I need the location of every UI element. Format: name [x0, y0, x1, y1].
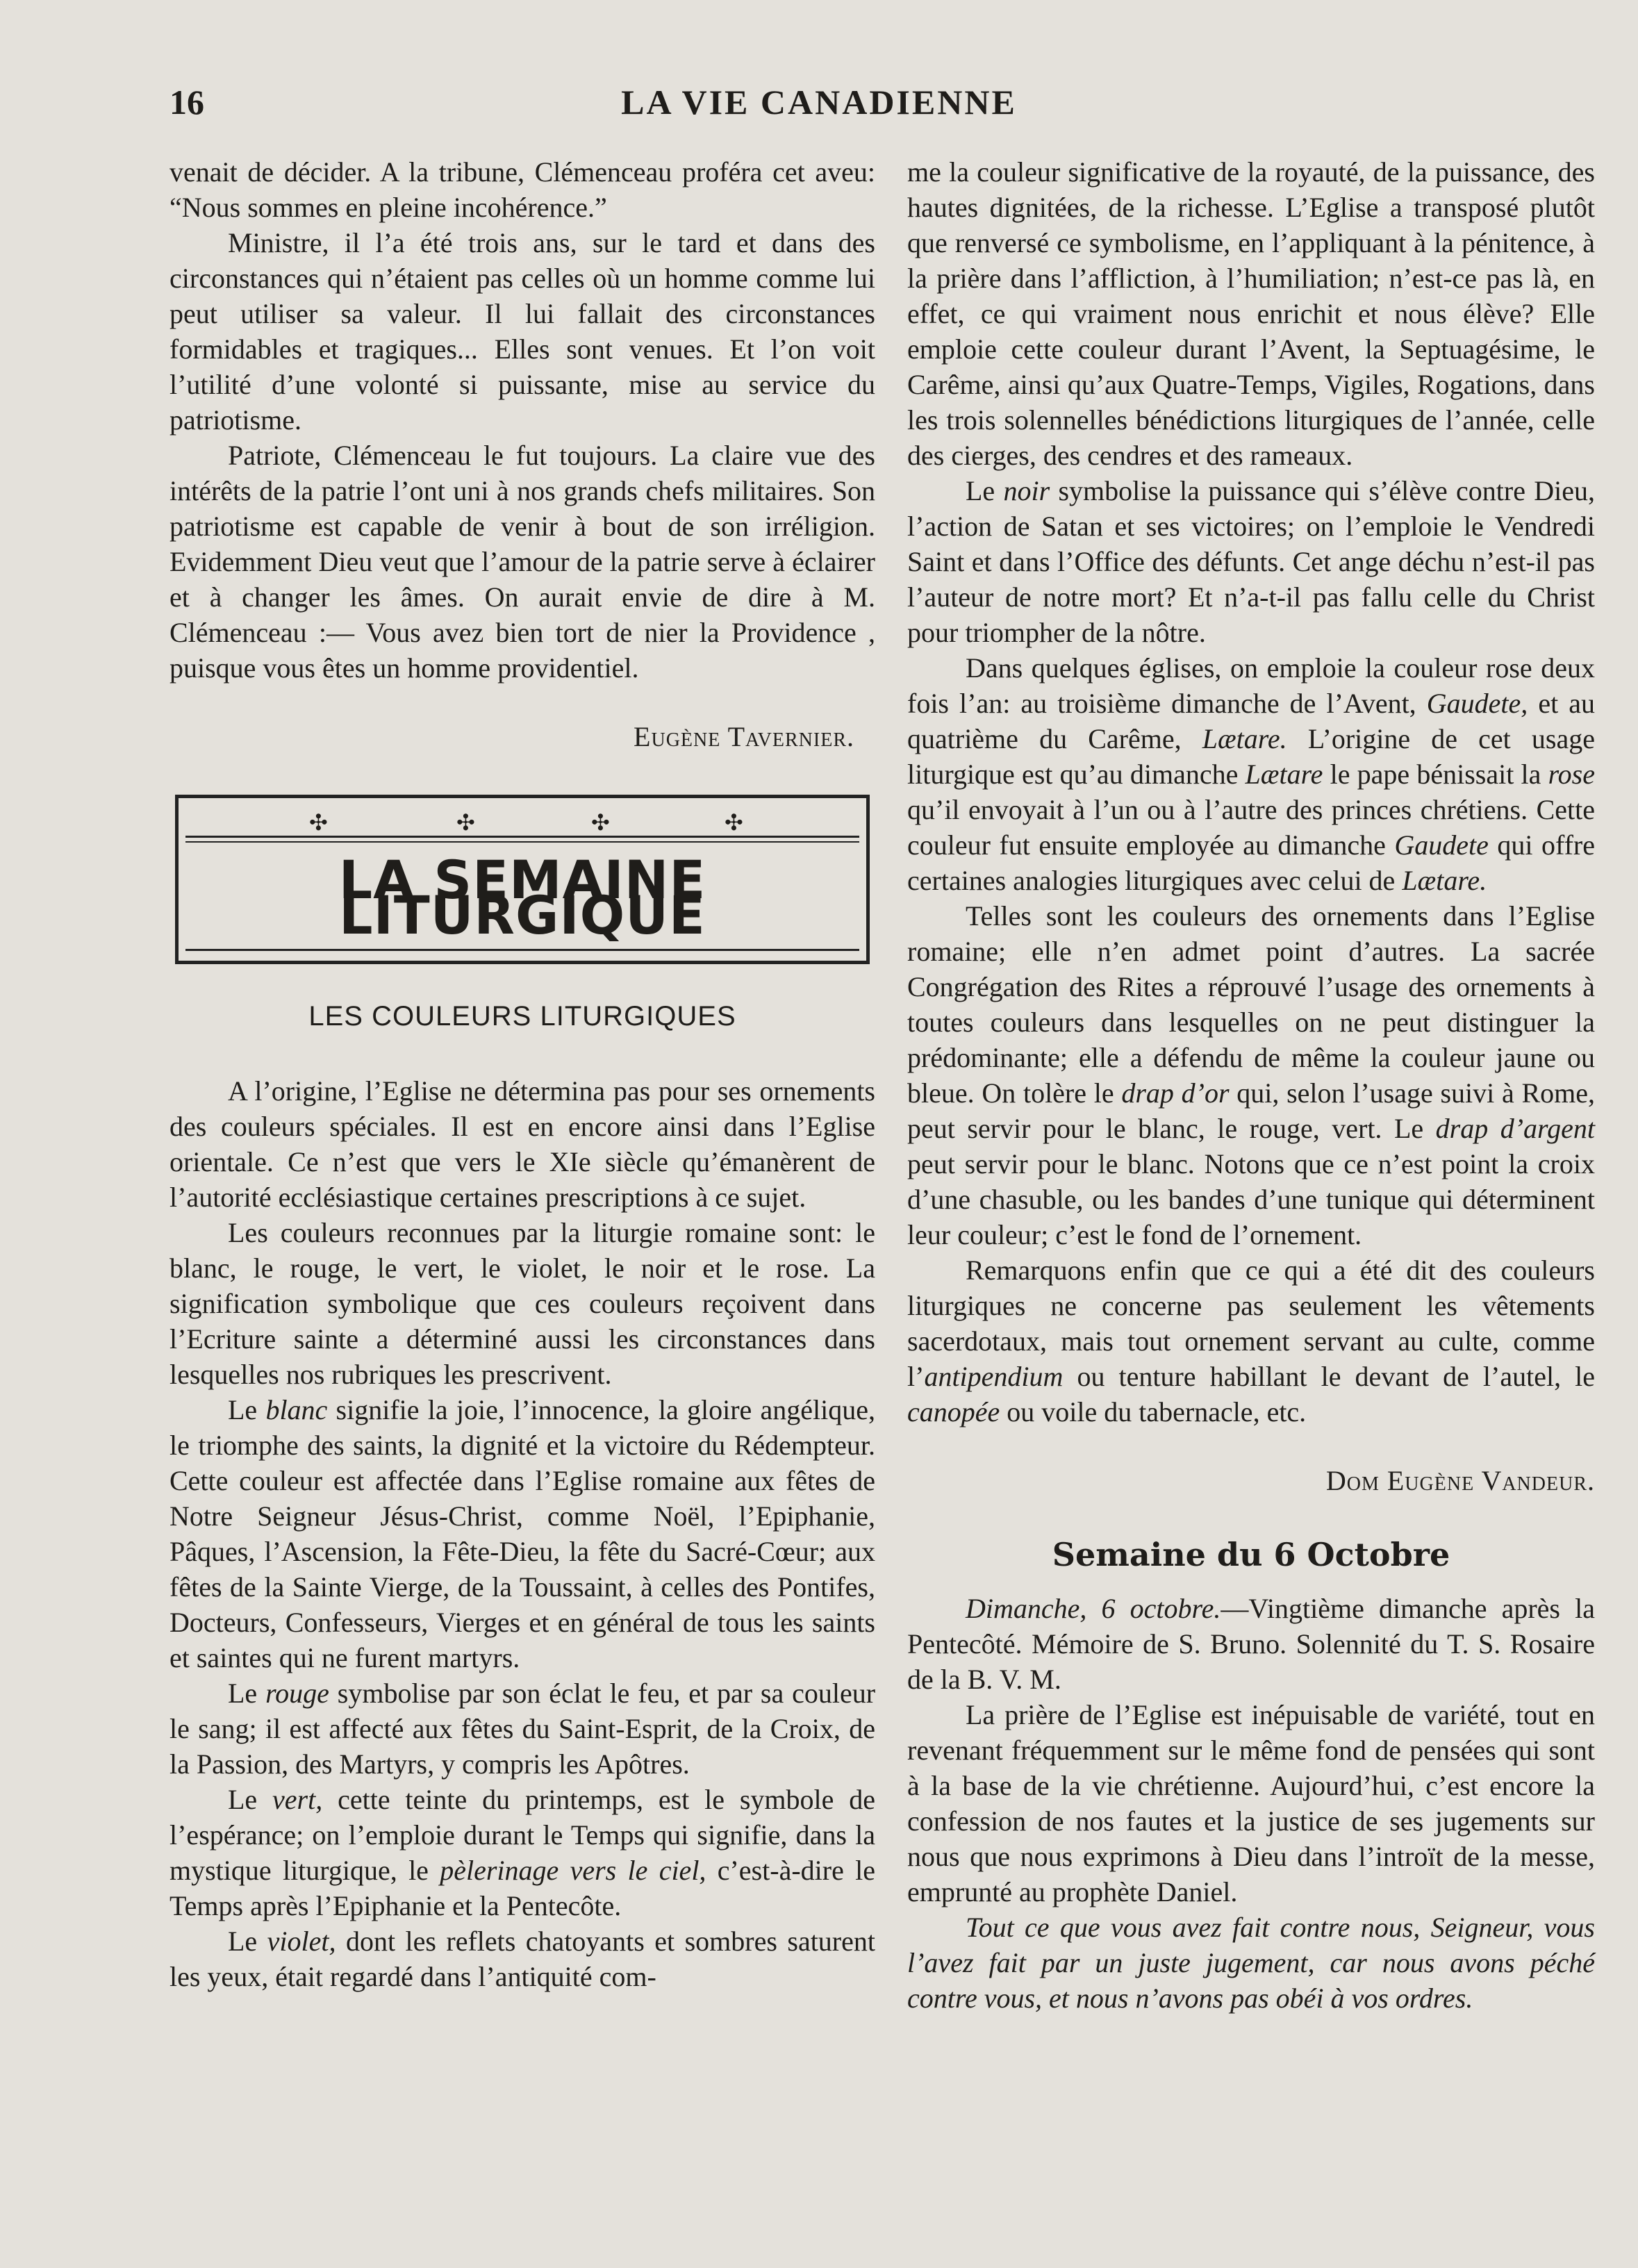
section-title: LES COULEURS LITURGIQUES [308, 1001, 736, 1032]
paragraph [169, 1923, 875, 1994]
emphasis: rouge [265, 1678, 329, 1709]
text-run: qui, selon l’usage suivi à Rome, peut servir pour le blanc, le rouge, vert. Le [907, 1077, 1596, 1144]
text-run: et au quatrième du Carême, [907, 688, 1595, 754]
text-run: Le [228, 1926, 267, 1957]
paragraph: me la couleur significative de la royauté, de la puissance, des hautes dignitées, de la richesse. L’Eglise a transposé plutôt que renversé ce symbolisme, en l’appliquant à la pénitence, à la prière dans l’affliction, à l’humiliation; n’est-ce pas là, en effet, ce qui vraiment nous enrichit et nous élève? Elle emploie cette couleur durant l’Avent, la Septuagésime, le Carême, ainsi qu’aux Quatre-Temps, Vigiles, Rogations, dans les trois solennelles bénédictions liturgiques de l’année, celle des cierges, des cendres et des rameaux. [907, 156, 1595, 471]
text-run: ou tenture habillant le devant de l’autel, le [1063, 1361, 1595, 1392]
paragraph: A l’origine, l’Eglise ne détermina pas pour ses ornements des couleurs spéciales. Il est en encore ainsi dans l’Eglise orientale. Ce n’est que vers le XIe siècle qu’émanèrent de l’autorité ecclésiastique certaines prescriptions à ce sujet. [169, 1075, 875, 1213]
paragraph [907, 1591, 1595, 1697]
author-signature: Eugène Tavernier. [634, 721, 854, 752]
emphasis: Dimanche, 6 octobre. [966, 1593, 1221, 1624]
paragraph [907, 898, 1595, 1252]
emphasis: violet, [267, 1926, 336, 1957]
paragraph [907, 1252, 1595, 1430]
text-run: le pape bénissait la [1323, 759, 1548, 790]
banner-rule [185, 836, 859, 838]
text-run: Le [966, 475, 1004, 506]
journal-title: LA VIE CANADIENNE [621, 83, 1017, 122]
banner-rule [185, 841, 859, 843]
cross-ornament-icon: ✣ [725, 810, 743, 835]
emphasis: drap d’or [1121, 1077, 1230, 1109]
text-run: cette teinte du printemps, est le symbole de l’espérance; on l’emploie durant le Temps qui signifie, dans la mystique liturgique, le [169, 1784, 875, 1886]
text-run: c’est-à-dire le Temps après l’Epiphanie et la Pentecôte. [169, 1855, 875, 1921]
text-run: qu’il envoyait à l’un ou à l’autre des princes chrétiens. Cette couleur fut ensuite employée au dimanche [907, 794, 1595, 861]
emphasis: pèlerinage vers le ciel, [440, 1855, 706, 1886]
paragraph [907, 473, 1595, 650]
emphasis: canopée [907, 1396, 1000, 1427]
text-run: Le [228, 1784, 273, 1815]
paragraph: Les couleurs reconnues par la liturgie romaine sont: le blanc, le rouge, le vert, le violet, le noir et le rose. La signification symbolique que ces couleurs reçoivent dans l’Ecriture sainte a déterminé aussi les circonstances dans lesquelles nos rubriques les prescrivent. [169, 1217, 875, 1390]
text-run: ou voile du tabernacle, etc. [1000, 1396, 1307, 1427]
paragraph [169, 1782, 875, 1923]
text-run: qui offre certaines analogies liturgiques avec celui de [907, 829, 1596, 896]
emphasis: Lætare [1245, 759, 1323, 790]
paragraph [907, 650, 1595, 898]
cross-ornament-icon: ✣ [309, 810, 328, 835]
section-banner [175, 795, 870, 964]
paragraph: Ministre, il l’a été trois ans, sur le tard et dans des circonstances qui n’étaient pas celles où un homme comme lui peut utiliser sa valeur. Il lui fallait des circonstances formidables et tragiques... Elles sont venues. Et l’on voit l’utilité d’une volonté si puissante, mise au service du patriotisme. [169, 227, 875, 436]
text-run: symbolise la puissance qui s’élève contre Dieu, l’action de Satan et ses victoires; on l’emploie le Vendredi Saint et dans l’Office des défunts. Cet ange déchu n’est-il pas l’auteur de notre mort? Et n’a-t-il pas fallu celle du Christ pour triompher de la nôtre. [907, 475, 1596, 648]
cross-ornament-icon: ✣ [456, 810, 475, 835]
emphasis: noir [1003, 475, 1050, 506]
paragraph [907, 1910, 1595, 2016]
paragraph: Patriote, Clémenceau le fut toujours. La claire vue des intérêts de la patrie l’ont uni à nos grands chefs militaires. Son patriotisme est capable de venir à bout de son irréligion. Evidemment Dieu veut que l’amour de la patrie serve à éclairer et à changer les âmes. On aurait envie de dire à M. Clémenceau :— Vous avez bien tort de nier la Providence , puisque vous êtes un homme providentiel. [169, 440, 875, 684]
emphasis: antipendium [924, 1361, 1064, 1392]
emphasis: rose [1548, 759, 1595, 790]
banner-rule [185, 949, 859, 951]
paragraph: La prière de l’Eglise est inépuisable de variété, tout en revenant fréquemment sur le même fond de pensées qui sont à la base de la vie chrétienne. Aujourd’hui, c’est encore la confession de nos fautes et la justice de ses jugements sur nous que nous exprimons à Dieu dans l’introït de la messe, emprunté au prophète Daniel. [907, 1699, 1595, 1907]
paragraph [169, 1675, 875, 1782]
right-column [907, 154, 1595, 2016]
paragraph: venait de décider. A la tribune, Clémenceau proféra cet aveu: “Nous sommes en pleine incohérence.” [169, 156, 875, 223]
text-run: —Vingtième dimanche après la Pentecôté. Mémoire de S. Bruno. Solennité du T. S. Rosaire de la B. V. M. [907, 1593, 1595, 1695]
text-run: signifie la joie, l’innocence, la gloire angélique, le triomphe des saints, la dignité et la victoire du Rédempteur. Cette couleur est affectée dans l’Eglise romaine aux fêtes de Notre Seigneur Jésus-Christ, comme Noël, l’Epiphanie, Pâques, l’Ascension, la Fête-Dieu, la fête du Sacré-Cœur; aux fêtes de la Sainte Vierge, de la Toussaint, à celles des Pontifes, Docteurs, Confesseurs, Vierges et en général de tous les saints et saintes qui ne furent martyrs. [169, 1394, 876, 1673]
text-run: L’origine de cet usage liturgique est qu’au dimanche [907, 723, 1595, 790]
banner-ornaments [179, 805, 866, 833]
banner-title: LA SEMAINE LITURGIQUE [338, 849, 706, 946]
text-run: dont les reflets chatoyants et sombres saturent les yeux, était regardé dans l’antiquité com- [169, 1926, 875, 1992]
text-run: Le [228, 1394, 266, 1425]
text-run: Telles sont les couleurs des ornements dans l’Eglise romaine; elle n’en admet point d’autres. La sacrée Congrégation des Rites a réprouvé l’usage des ornements à toutes couleurs dans lesquelles on ne peut distinguer la prédominante; elle a défendu de même la couleur jaune ou bleue. On tolère le [907, 900, 1595, 1109]
emphasis: Gaudete [1394, 829, 1489, 861]
emphasis: Lætare. [1402, 865, 1487, 896]
emphasis: blanc [265, 1394, 328, 1425]
paragraph [169, 1392, 875, 1675]
left-column [169, 154, 875, 1994]
text-run: symbolise par son éclat le feu, et par sa couleur le sang; il est affecté aux fêtes du Saint-Esprit, de la Croix, de la Passion, des Martyrs, y compris les Apôtres. [169, 1678, 876, 1780]
author-signature: Dom Eugène Vandeur. [1325, 1465, 1595, 1496]
page-number: 16 [169, 83, 204, 122]
emphasis: Lætare. [1202, 723, 1287, 754]
text-run: Dans quelques églises, on emploie la couleur rose deux fois l’an: au troisième dimanche de l’Avent, [907, 652, 1595, 719]
week-heading: Semaine du 6 Octobre [1052, 1536, 1450, 1573]
text-run: peut servir pour le blanc. Notons que ce n’est point la croix d’une chasuble, ou les bandes d’une tunique qui déterminent leur couleur; c’est le fond de l’ornement. [907, 1148, 1595, 1250]
text-run: Remarquons enfin que ce qui a été dit des couleurs liturgiques ne concerne pas seulement les vêtements sacerdotaux, mais tout ornement servant au culte, comme l’ [907, 1255, 1595, 1392]
running-head [0, 82, 1638, 131]
cross-ornament-icon: ✣ [591, 810, 610, 835]
text-run: Le [228, 1678, 266, 1709]
emphasis: vert, [272, 1784, 323, 1815]
emphasis: Tout ce que vous avez fait contre nous, Seigneur, vous l’avez fait par un juste jugement, car nous avons péché contre vous, et nous n’avons pas obéi à vos ordres. [907, 1912, 1595, 2014]
emphasis: Gaudete, [1426, 688, 1528, 719]
emphasis: drap d’argent [1435, 1113, 1595, 1144]
